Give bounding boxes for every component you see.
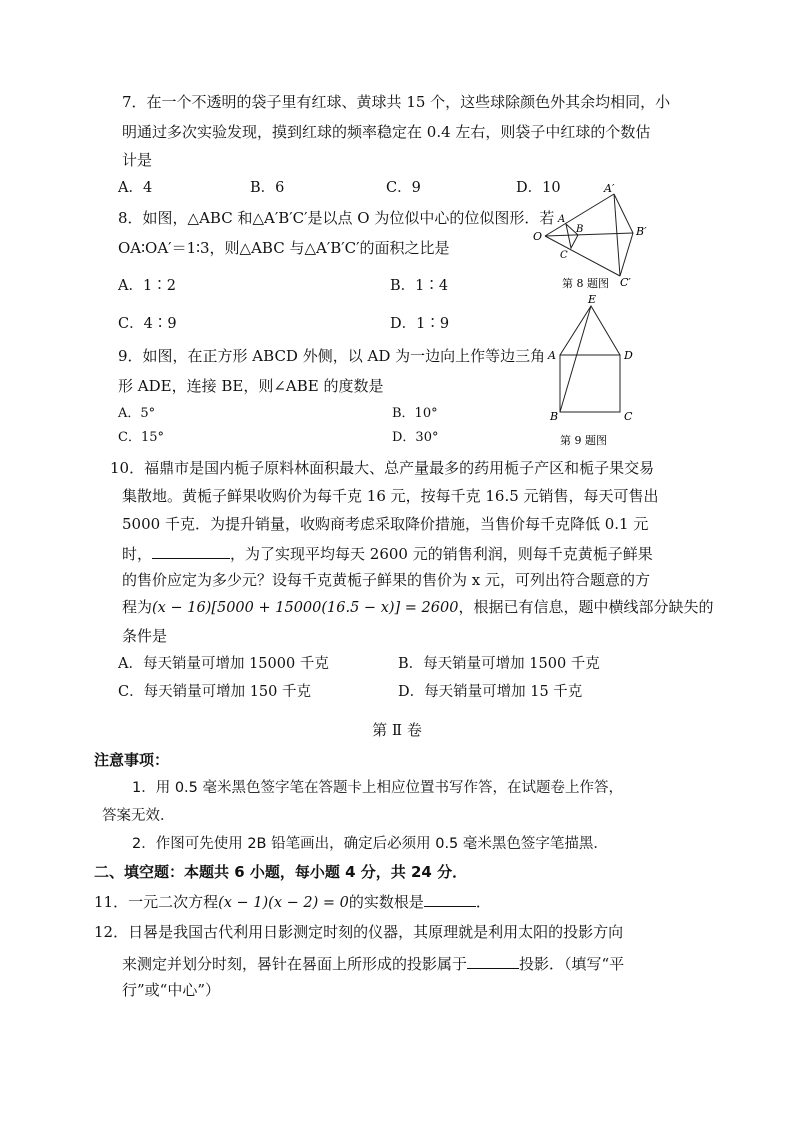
q10-line1: 10．福鼎市是国内栀子原料林面积最大、总产量最多的药用栀子产区和栀子果交易	[110, 459, 655, 477]
fig8-label-C1: C′	[620, 276, 631, 289]
figure-8-homothety	[528, 178, 658, 296]
q11-end: ．	[475, 893, 491, 911]
section-fill-in-title: 二、填空题：本题共 6 小题，每小题 4 分，共 24 分．	[94, 863, 468, 881]
notice-2: 2．作图可先使用 2B 铅笔画出，确定后必须用 0.5 毫米黑色签字笔描黑．	[132, 836, 608, 852]
q10-line6-suffix: ，根据已有信息，题中横线部分缺失的	[458, 598, 714, 616]
q12-line2-prefix: 来测定并划分时刻，晷针在晷面上所形成的投影属于	[122, 955, 468, 973]
q12-line1: 12．日晷是我国古代利用日影测定时刻的仪器，其原理就是利用太阳的投影方向	[94, 923, 624, 941]
q10-line7: 条件是	[122, 627, 168, 645]
q7-option-d: D．10	[516, 180, 561, 196]
q10-line4-suffix: ，为了实现平均每天 2600 元的销售利润，则每千克黄栀子鲜果	[230, 545, 653, 563]
q9-option-b: B．10°	[392, 406, 438, 421]
q10-blank	[152, 542, 230, 559]
fig8-label-B1: B′	[636, 225, 647, 238]
fig9-label-D: D	[624, 349, 633, 362]
q10-line6-prefix: 程为	[122, 598, 153, 616]
q11-blank	[424, 890, 476, 907]
fig9-label-C: C	[624, 410, 633, 423]
fig9-label-E: E	[588, 293, 597, 306]
q8-option-b: B．1∶4	[390, 278, 449, 294]
q9-option-d: D．30°	[392, 430, 439, 445]
part2-title: 第 Ⅱ 卷	[372, 721, 422, 739]
q12-blank	[467, 952, 519, 969]
q11-suffix: 的实数根是	[348, 893, 424, 911]
notice-1-line1: 1．用 0.5 毫米黑色签字笔在答题卡上相应位置书写作答，在试题卷上作答，	[132, 780, 624, 796]
q10-option-a: A．每天销量可增加 15000 千克	[118, 656, 329, 672]
fig8-label-C: C	[560, 250, 568, 261]
q9-option-a: A．5°	[118, 406, 156, 421]
fig8-label-A1: A′	[604, 182, 615, 195]
q8-option-a: A．1∶2	[118, 278, 176, 294]
q12-line2-suffix: 投影．（填写“平	[519, 955, 625, 973]
q10-line5: 的售价应定为多少元？设每千克黄栀子鲜果的售价为 x 元，可列出符合题意的方	[122, 571, 650, 589]
q10-option-c: C．每天销量可增加 150 千克	[118, 684, 311, 700]
q12-line2	[122, 952, 624, 974]
q8-line2: OA∶OA′＝1∶3，则△ABC 与△A′B′C′的面积之比是	[118, 239, 450, 257]
fig9-caption: 第 9 题图	[560, 434, 607, 447]
q10-line2: 集散地。黄栀子鲜果收购价为每千克 16 元，按每千克 16.5 元销售，每天可售出	[122, 487, 659, 505]
notice-1-line2: 答案无效．	[102, 808, 175, 824]
notice-heading: 注意事项：	[94, 751, 170, 769]
q11-equation: (x − 1)(x − 2) = 0	[218, 895, 349, 911]
figure-9-square-triangle	[540, 290, 640, 450]
q9-line2: 形 ADE，连接 BE，则∠ABE 的度数是	[118, 377, 384, 395]
q7-option-b: B．6	[250, 180, 285, 196]
q12-line3: 行”或“中心”）	[122, 981, 221, 999]
q7-option-a: A．4	[118, 180, 153, 196]
q7-line3: 计是	[122, 151, 153, 169]
q7-line2: 明通过多次实验发现，摸到红球的频率稳定在 0.4 左右，则袋子中红球的个数估	[122, 123, 651, 141]
q10-option-d: D．每天销量可增加 15 千克	[398, 684, 583, 700]
q11-line	[94, 890, 491, 913]
q10-line6	[122, 597, 713, 618]
q10-line3: 5000 千克．为提升销量，收购商考虑采取降价措施，当售价每千克降低 0.1 元	[122, 515, 649, 533]
fig9-label-A: A	[548, 349, 556, 362]
q7-line1: 7．在一个不透明的袋子里有红球、黄球共 15 个，这些球除颜色外其余均相同，小	[122, 93, 671, 111]
fig9-label-B: B	[550, 410, 559, 423]
q7-option-c: C．9	[386, 180, 421, 196]
q8-option-c: C．4∶9	[118, 316, 177, 332]
q10-option-b: B．每天销量可增加 1500 千克	[398, 656, 600, 672]
q10-line4	[122, 542, 653, 564]
q11-prefix: 11．一元二次方程	[94, 893, 219, 911]
fig8-caption: 第 8 题图	[562, 277, 609, 290]
q9-line1: 9．如图，在正方形 ABCD 外侧，以 AD 为一边向上作等边三角	[118, 347, 546, 365]
fig8-label-O: O	[533, 230, 543, 243]
q10-line4-prefix: 时，	[122, 545, 153, 563]
q8-line1: 8．如图，△ABC 和△A′B′C′是以点 O 为位似中心的位似图形．若	[118, 209, 555, 227]
q10-equation: (x − 16)[5000 + 15000(16.5 − x)] = 2600	[152, 600, 459, 616]
q8-option-d: D．1∶9	[390, 316, 450, 332]
q9-option-c: C．15°	[118, 430, 164, 445]
fig8-label-A: A	[558, 214, 566, 225]
fig8-label-B: B	[576, 224, 584, 235]
